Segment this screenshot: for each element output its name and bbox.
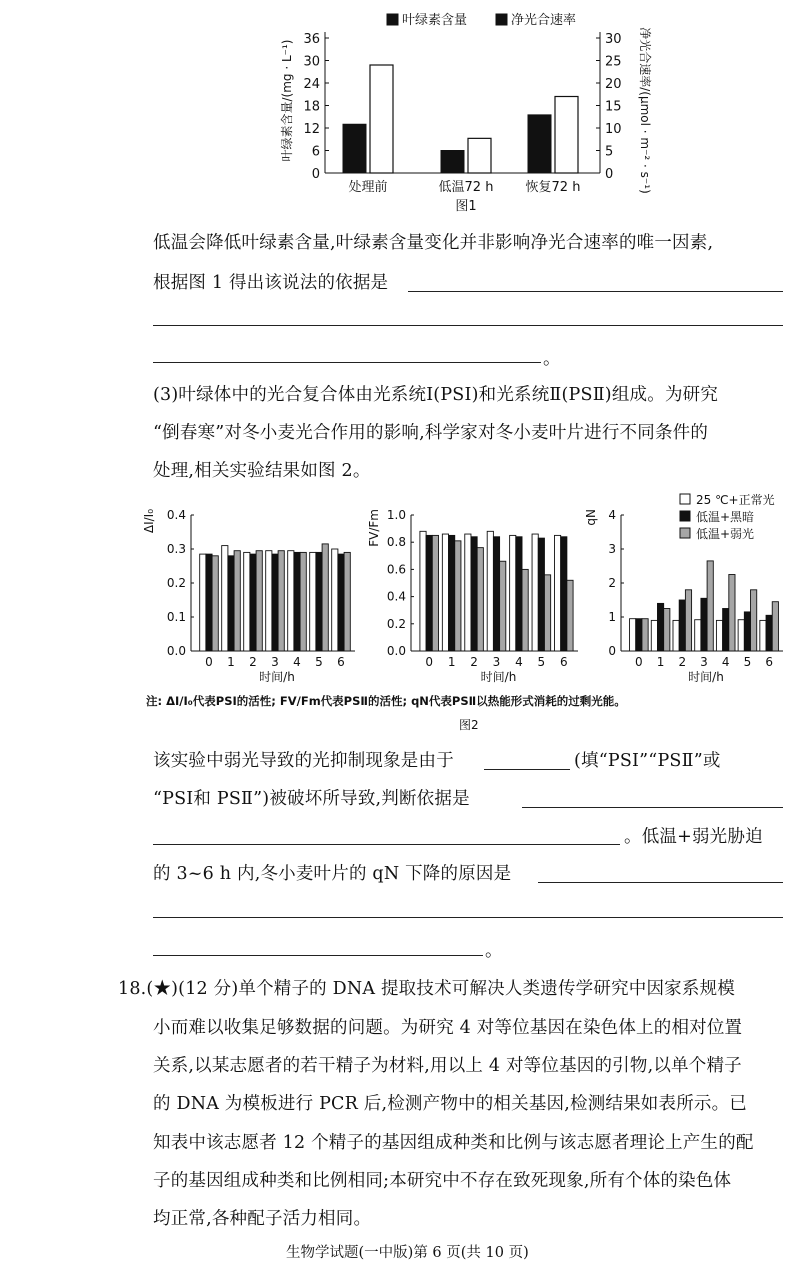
legend-swatch-photosynthesis [496, 14, 507, 25]
right-axis-title: 净光合速率/(μmol · m⁻² · s⁻¹) [638, 27, 652, 194]
panel-bar-3 [751, 590, 757, 651]
panel-x-tick-label: 1 [227, 655, 235, 669]
panel-x-tick-label: 4 [293, 655, 301, 669]
panel-bar-3 [642, 619, 648, 651]
panel-bar-1 [554, 535, 560, 651]
panel-bar-1 [310, 552, 316, 651]
panel-tick-label: 0.4 [386, 589, 406, 604]
panel-bar-2 [636, 619, 642, 651]
panel-bar-2 [316, 552, 322, 651]
right-tick-label: 5 [605, 144, 614, 160]
q18-line: 子的基因组成种类和比例相同;本研究中不存在致死现象,所有个体的染色体 [153, 1171, 732, 1191]
answer-blank[interactable] [408, 291, 783, 292]
panel-y-title: FV/Fm [367, 509, 381, 547]
panel-x-tick-label: 3 [271, 655, 279, 669]
right-tick-label: 10 [605, 122, 622, 137]
panel-tick-label: 0.4 [166, 508, 186, 522]
panel-x-tick-label: 3 [700, 655, 708, 669]
panel-bar-1 [487, 531, 493, 651]
panel-bar-3 [300, 552, 306, 651]
panel-x-tick-label: 4 [515, 655, 523, 669]
q18-line: 小而难以收集足够数据的问题。为研究 4 对等位基因在染色体上的相对位置 [153, 1018, 743, 1038]
panel-y-title: ΔI/I₀ [142, 509, 156, 534]
panel-bar-2 [744, 612, 750, 651]
panel-tick-label: 0.8 [386, 535, 406, 550]
para2-line4: 的 3~6 h 内,冬小麦叶片的 qN 下降的原因是 [153, 864, 512, 884]
right-tick-label: 0 [605, 167, 614, 182]
panel-bar-3 [544, 575, 550, 651]
panel-bar-2 [250, 554, 256, 651]
answer-blank[interactable] [153, 844, 620, 845]
left-tick-label: 0 [311, 167, 320, 182]
left-tick-label: 12 [303, 122, 320, 137]
para2-line2: “PSⅠ和 PSⅡ”)被破坏所导致,判断依据是 [153, 789, 470, 809]
legend-label: 净光合速率 [511, 13, 577, 28]
panel-y-title: qN [584, 509, 598, 526]
bar-photosynthesis [468, 138, 491, 173]
panel-x-tick-label: 5 [537, 655, 546, 669]
panel-bar-3 [500, 561, 506, 651]
panel-x-tick-label: 6 [765, 655, 773, 669]
panel-bar-1 [630, 619, 636, 651]
legend-swatch [680, 511, 690, 521]
panel-bar-1 [738, 620, 744, 651]
panel-x-tick-label: 5 [743, 655, 752, 669]
category-label: 处理前 [348, 180, 388, 195]
answer-blank[interactable] [484, 769, 570, 770]
panel-bar-3 [322, 544, 328, 651]
legend-swatch [680, 494, 690, 504]
bar-chlorophyll [343, 124, 366, 173]
left-axis-title: 叶绿素含量/(mg · L⁻¹) [280, 39, 294, 162]
answer-blank[interactable] [153, 917, 783, 918]
panel-bar-3 [772, 602, 778, 651]
panel-bar-3 [455, 541, 461, 651]
panel-bar-2 [657, 603, 663, 651]
panel-bar-2 [338, 554, 344, 651]
legend-swatch [680, 528, 690, 538]
category-label: 恢复72 h [525, 180, 581, 195]
para2-line1a: 该实验中弱光导致的光抑制现象是由于 [153, 751, 454, 771]
panel-x-tick-label: 5 [315, 655, 323, 669]
q18-line: 均正常,各种配子活力相同。 [153, 1209, 372, 1229]
figure-1 [270, 8, 670, 213]
bar-photosynthesis [555, 97, 578, 174]
panel-bar-1 [760, 620, 766, 651]
q18-line: 关系,以某志愿者的若干精子为材料,用以上 4 对等位基因的引物,以单个精子 [153, 1056, 742, 1076]
para2-line3: 。低温+弱光胁迫 [624, 827, 763, 847]
panel-tick-label: 0 [608, 644, 616, 658]
panel-tick-label: 0.0 [386, 644, 406, 658]
panel-bar-1 [222, 546, 228, 651]
panel-bar-2 [723, 609, 729, 652]
panel-bar-1 [288, 551, 294, 651]
q18-line: 知表中该志愿者 12 个精子的基因组成种类和比例与该志愿者理论上产生的配 [153, 1133, 754, 1153]
panel-bar-2 [426, 535, 432, 651]
panel-bar-1 [200, 554, 206, 651]
bar-chlorophyll [441, 151, 464, 174]
figure-2 [140, 488, 800, 684]
right-tick-label: 25 [605, 54, 622, 70]
panel-x-tick-label: 0 [205, 655, 213, 669]
panel-x-tick-label: 2 [678, 655, 687, 669]
para1-line1: 低温会降低叶绿素含量,叶绿素含量变化并非影响净光合速率的唯一因素, [153, 233, 714, 253]
panel-bar-2 [493, 537, 499, 651]
category-label: 低温72 h [438, 180, 494, 195]
panel-x-tick-label: 2 [470, 655, 478, 669]
panel-bar-1 [266, 551, 272, 651]
panel-bar-1 [651, 620, 657, 651]
para1-line2: 根据图 1 得出该说法的依据是 [153, 273, 389, 293]
legend-label: 叶绿素含量 [402, 13, 468, 28]
q3-line3: 处理,相关实验结果如图 2。 [153, 461, 371, 481]
panel-bar-2 [449, 535, 455, 651]
panel-bar-1 [695, 620, 701, 651]
answer-blank[interactable] [153, 362, 541, 363]
answer-blank[interactable] [538, 882, 783, 883]
panel-tick-label: 0.0 [166, 644, 186, 658]
panel-x-tick-label: 0 [635, 655, 643, 669]
figure-1-chart [270, 8, 670, 213]
panel-bar-2 [679, 600, 685, 651]
panel-bar-2 [206, 554, 212, 651]
panel-x-tick-label: 3 [492, 655, 501, 669]
answer-blank[interactable] [153, 955, 483, 956]
panel-tick-label: 0.2 [166, 576, 186, 590]
right-tick-label: 15 [605, 99, 622, 115]
panel-bar-3 [685, 590, 691, 651]
panel-bar-2 [701, 598, 707, 651]
q18-line: 18.(★)(12 分)单个精子的 DNA 提取技术可解决人类遗传学研究中因家系规模 [118, 979, 735, 999]
panel-x-tick-label: 6 [337, 655, 345, 669]
figure-2-note: 注: ΔI/I₀代表PSⅠ的活性; FV/Fm代表PSⅡ的活性; qN代表PSⅡ以热能形式消耗的过剩光能。 [146, 694, 626, 708]
panel-bar-3 [522, 569, 528, 651]
panel-bar-2 [228, 556, 234, 651]
panel-x-tick-label: 2 [249, 655, 257, 669]
figure-2-caption: 图2 [459, 718, 479, 732]
panel-bar-2 [272, 554, 278, 651]
q3-line2: “倒春寒”对冬小麦光合作用的影响,科学家对冬小麦叶片进行不同条件的 [153, 423, 709, 443]
panel-tick-label: 0.6 [386, 562, 406, 577]
panel-bar-2 [538, 538, 544, 651]
left-tick-label: 30 [303, 54, 320, 70]
panel-tick-label: 0.3 [166, 542, 186, 556]
panel-x-title: 时间/h [688, 670, 724, 684]
panel-bar-2 [471, 537, 477, 651]
left-tick-label: 6 [311, 144, 320, 160]
panel-bar-1 [442, 534, 448, 651]
panel-bar-3 [278, 551, 284, 651]
panel-tick-label: 0.1 [166, 610, 186, 624]
panel-bar-3 [344, 552, 350, 651]
panel-x-tick-label: 6 [559, 655, 568, 669]
right-tick-label: 20 [605, 77, 622, 92]
panel-x-title: 时间/h [480, 670, 517, 684]
panel-bar-3 [664, 609, 670, 652]
para2-line1b: (填“PSⅠ”“PSⅡ”或 [574, 751, 721, 771]
panel-bar-1 [673, 620, 679, 651]
panel-bar-2 [294, 552, 300, 651]
panel-bar-1 [244, 552, 250, 651]
answer-blank[interactable] [522, 807, 783, 808]
legend-swatch-chlorophyll [387, 14, 398, 25]
panel-bar-3 [477, 548, 483, 651]
panel-bar-1 [332, 549, 338, 651]
panel-bar-3 [256, 551, 262, 651]
panel-tick-label: 1 [608, 610, 616, 624]
panel-bar-1 [420, 531, 426, 651]
panel-bar-3 [567, 580, 573, 651]
panel-bar-3 [707, 561, 713, 651]
figure-2-chart [140, 488, 800, 684]
q18-line: 的 DNA 为模板进行 PCR 后,检测产物中的相关基因,检测结果如表所示。已 [153, 1094, 747, 1114]
bar-chlorophyll [528, 115, 551, 173]
left-tick-label: 36 [303, 32, 320, 47]
legend-label: 低温+弱光 [696, 527, 755, 541]
panel-bar-1 [716, 620, 722, 651]
panel-bar-3 [234, 551, 240, 651]
panel-tick-label: 0.2 [386, 616, 406, 631]
panel-x-tick-label: 1 [447, 655, 456, 669]
panel-bar-1 [465, 534, 471, 651]
left-tick-label: 24 [303, 77, 320, 92]
panel-tick-label: 4 [608, 508, 616, 522]
page-footer: 生物学试题(一中版)第 6 页(共 10 页) [286, 1245, 529, 1261]
panel-bar-2 [516, 537, 522, 651]
panel-x-title: 时间/h [259, 670, 295, 684]
figure-1-caption: 图1 [455, 199, 477, 214]
panel-tick-label: 2 [608, 576, 616, 590]
left-tick-label: 18 [303, 99, 320, 115]
panel-bar-3 [212, 556, 218, 651]
answer-blank[interactable] [153, 325, 783, 326]
panel-x-tick-label: 1 [656, 655, 665, 669]
panel-tick-label: 1.0 [386, 508, 406, 522]
panel-tick-label: 3 [608, 542, 616, 556]
panel-bar-2 [766, 615, 772, 651]
panel-bar-2 [561, 537, 567, 651]
legend-label: 25 ℃+正常光 [696, 493, 775, 507]
para1-end: 。 [543, 349, 561, 369]
panel-x-tick-label: 0 [425, 655, 434, 669]
legend-label: 低温+黑暗 [696, 510, 755, 524]
panel-bar-3 [432, 535, 438, 651]
panel-bar-3 [729, 575, 735, 652]
bar-photosynthesis [370, 65, 393, 173]
right-tick-label: 30 [605, 32, 622, 47]
q3-line1: (3)叶绿体中的光合复合体由光系统Ⅰ(PSⅠ)和光系统Ⅱ(PSⅡ)组成。为研究 [153, 385, 719, 405]
panel-bar-1 [510, 535, 516, 651]
panel-x-tick-label: 4 [721, 655, 730, 669]
panel-bar-1 [532, 534, 538, 651]
para2-end: 。 [485, 941, 503, 961]
